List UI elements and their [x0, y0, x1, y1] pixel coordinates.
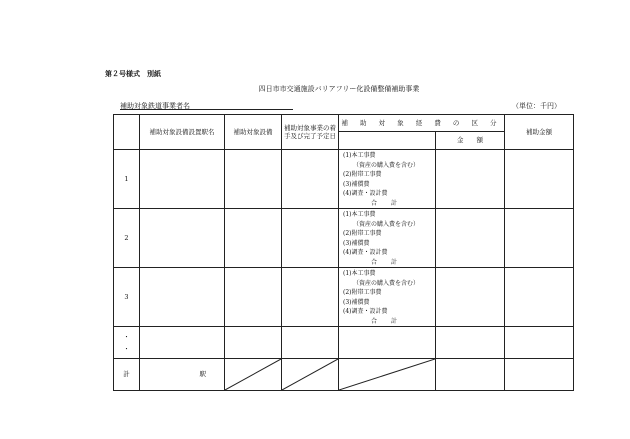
table-row — [114, 150, 574, 209]
station-cell — [140, 209, 225, 268]
equipment-cell — [225, 327, 282, 359]
station-cell — [140, 327, 225, 359]
crossed-out-cell — [225, 359, 282, 391]
diagonal-line — [282, 359, 338, 390]
operator-label: 補助対象鉄道事業者名 — [120, 102, 190, 110]
breakdown-total: 合 計 — [371, 317, 403, 325]
total-subsidy-cell — [505, 359, 574, 391]
breakdown-item: (4)調査・設計費 — [343, 249, 388, 256]
breakdown-item: (1)本工事費 — [343, 211, 376, 218]
crossed-out-cell — [339, 359, 436, 391]
breakdown-item: (2)附帯工事費 — [343, 171, 382, 178]
diagonal-line — [225, 359, 281, 390]
station-cell — [140, 150, 225, 209]
table-row — [114, 268, 574, 327]
amount-cell — [436, 268, 505, 327]
header-number-cell — [114, 115, 140, 150]
amount-cell — [436, 209, 505, 268]
breakdown-item: (2)附帯工事費 — [343, 230, 382, 237]
header-cost-item — [339, 132, 436, 150]
subsidy-cell — [505, 209, 574, 268]
breakdown-item: (2)附帯工事費 — [343, 289, 382, 296]
subsidy-table — [113, 114, 574, 391]
breakdown-item: (4)調査・設計費 — [343, 308, 388, 315]
breakdown-item: (1)本工事費 — [343, 270, 376, 277]
equipment-cell — [225, 150, 282, 209]
unit-label: （単位：千円） — [512, 102, 561, 110]
row-number: 2 — [114, 209, 140, 268]
equipment-cell — [225, 268, 282, 327]
subsidy-cell — [505, 268, 574, 327]
cost-breakdown — [339, 209, 436, 268]
total-row — [114, 359, 574, 391]
schedule-cell — [282, 150, 339, 209]
total-station-cell — [140, 359, 225, 391]
breakdown-total: 合 計 — [371, 258, 403, 266]
cost-breakdown — [339, 327, 436, 359]
amount-cell — [436, 150, 505, 209]
table-row — [114, 209, 574, 268]
total-amount-cell — [436, 359, 505, 391]
amount-cell — [436, 327, 505, 359]
cost-breakdown — [339, 150, 436, 209]
subsidy-cell — [505, 327, 574, 359]
continuation-row — [114, 327, 574, 359]
header-station: 補助対象設備設置駅名 — [140, 115, 225, 150]
station-suffix: 駅 — [199, 370, 206, 379]
row-number: 3 — [114, 268, 140, 327]
total-label: 計 — [114, 359, 140, 391]
header-amount: 金 額 — [436, 132, 505, 150]
breakdown-total: 合 計 — [371, 199, 403, 207]
header-equipment: 補助対象設備 — [225, 115, 282, 150]
continuation-dot: ・ — [123, 344, 130, 353]
breakdown-item: (3)補償費 — [343, 180, 370, 188]
diagonal-line — [339, 359, 435, 390]
row-number: 1 — [114, 150, 140, 209]
continuation-dot: ・ — [123, 332, 130, 341]
schedule-cell — [282, 327, 339, 359]
form-number: 第２号様式 別紙 — [105, 70, 161, 78]
header-schedule: 補助対象事業の着手及び完了予定日 — [282, 115, 339, 150]
cost-breakdown — [339, 268, 436, 327]
breakdown-item: （資産の購入費を含む） — [353, 279, 420, 287]
continuation-dots — [114, 327, 140, 359]
breakdown-item: (1)本工事費 — [343, 152, 376, 159]
breakdown-item: （資産の購入費を含む） — [353, 220, 420, 228]
subsidy-cell — [505, 150, 574, 209]
schedule-cell — [282, 209, 339, 268]
header-cost-classification: 補 助 対 象 経 費 の 区 分 — [339, 115, 505, 132]
operator-name-line — [120, 109, 293, 110]
breakdown-item: (3)補償費 — [343, 298, 370, 306]
header-subsidy-amount: 補助金額 — [505, 115, 574, 150]
breakdown-item: （資産の購入費を含む） — [353, 161, 420, 169]
crossed-out-cell — [282, 359, 339, 391]
breakdown-item: (4)調査・設計費 — [343, 190, 388, 197]
schedule-cell — [282, 268, 339, 327]
document-title: 四日市市交通施設バリアフリー化設備整備補助事業 — [258, 85, 420, 93]
equipment-cell — [225, 209, 282, 268]
breakdown-item: (3)補償費 — [343, 239, 370, 247]
station-cell — [140, 268, 225, 327]
